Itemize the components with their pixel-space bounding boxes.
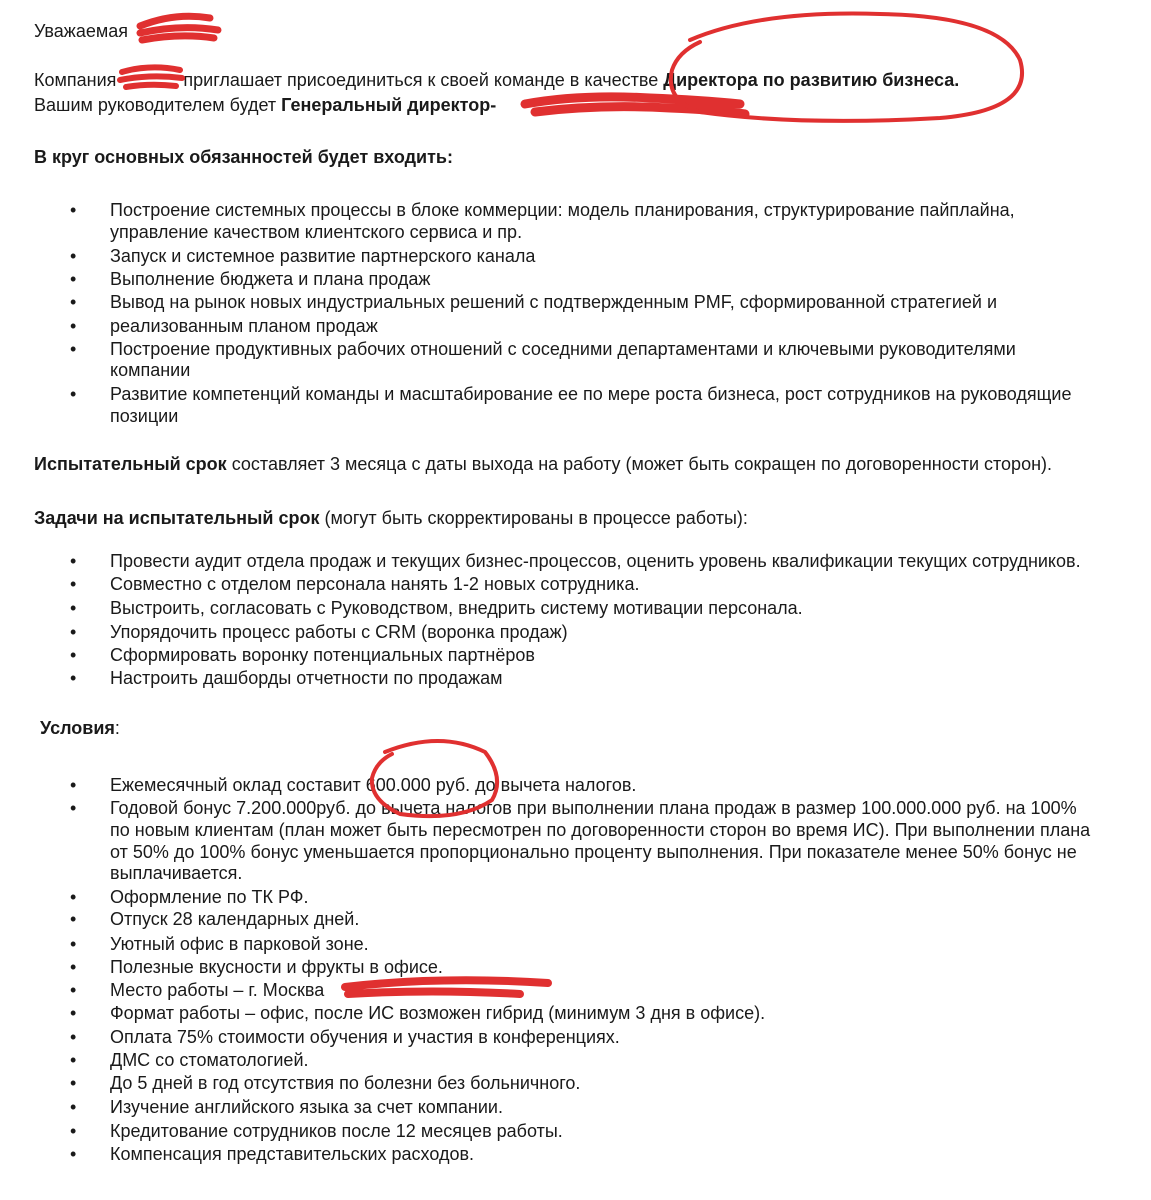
probation-text: составляет 3 месяца с даты выхода на работу (может быть сокращен по договоренности сторон).	[231, 454, 1053, 474]
duties-bullet-6: •	[70, 339, 77, 359]
condition-bullet-14: •	[70, 1144, 77, 1164]
condition-item: Оформление по ТК РФ.	[110, 887, 309, 907]
condition-item: Компенсация представительских расходов.	[110, 1144, 475, 1164]
condition-bullet-11: •	[70, 1073, 77, 1093]
duty-item: компании	[110, 360, 191, 380]
condition-bullet-6: •	[70, 957, 77, 977]
task-bullet-6: •	[70, 668, 77, 688]
greeting: Уважаемая	[34, 21, 128, 41]
condition-item: Ежемесячный оклад составит 600.000 руб. до вычета налогов.	[110, 775, 637, 795]
conditions-label: Условия	[40, 718, 115, 738]
condition-bullet-13: •	[70, 1121, 77, 1141]
task-bullet-5: •	[70, 645, 77, 665]
manager-title: Генеральный директор-	[281, 95, 497, 115]
redaction-scribble-greeting	[140, 16, 218, 40]
duties-bullet-5: •	[70, 316, 77, 336]
duties-bullet-2: •	[70, 246, 77, 266]
duty-item: Вывод на рынок новых индустриальных решений с подтвержденным PMF, сформированной стратегией и	[110, 292, 998, 312]
condition-item: выплачивается.	[110, 863, 243, 883]
condition-bullet-9: •	[70, 1027, 77, 1047]
duties-bullet-3: •	[70, 269, 77, 289]
task-item: Совместно с отделом персонала нанять 1-2 новых сотрудника.	[110, 574, 640, 594]
condition-item: Место работы – г. Москва	[110, 980, 325, 1000]
task-item: Выстроить, согласовать с Руководством, внедрить систему мотивации персонала.	[110, 598, 803, 618]
condition-bullet-1: •	[70, 775, 77, 795]
duties-heading: В круг основных обязанностей будет входить:	[34, 147, 453, 167]
redaction-scribble-company	[120, 67, 182, 87]
redaction-scribble-workplace	[345, 980, 548, 994]
task-bullet-4: •	[70, 622, 77, 642]
probation-tasks-label: Задачи на испытательный срок	[34, 508, 320, 528]
condition-item: Полезные вкусности и фрукты в офисе.	[110, 957, 443, 977]
duty-item: позиции	[110, 406, 179, 426]
conditions-colon: :	[114, 718, 120, 738]
duty-item: Запуск и системное развитие партнерского канала	[110, 246, 536, 266]
duty-item: Построение продуктивных рабочих отношений с соседними департаментами и ключевыми руководителями	[110, 339, 1016, 359]
condition-item: Формат работы – офис, после ИС возможен гибрид (минимум 3 дня в офисе).	[110, 1003, 766, 1023]
task-item: Провести аудит отдела продаж и текущих бизнес-процессов, оценить уровень квалификации текущих сотрудников.	[110, 551, 1081, 571]
condition-item: Годовой бонус 7.200.000руб. до вычета налогов при выполнении плана продаж в размер 100.000.000 руб. на 100%	[110, 798, 1077, 818]
invite-text: приглашает присоединиться к своей команде в качестве	[183, 70, 659, 90]
task-bullet-3: •	[70, 598, 77, 618]
probation-tasks-note: (могут быть скорректированы в процессе работы):	[324, 508, 748, 528]
task-item: Настроить дашборды отчетности по продажам	[110, 668, 503, 688]
condition-item: Кредитование сотрудников после 12 месяцев работы.	[110, 1121, 563, 1141]
condition-bullet-10: •	[70, 1050, 77, 1070]
condition-bullet-5: •	[70, 934, 77, 954]
task-item: Упорядочить процесс работы с CRM (воронка продаж)	[110, 622, 568, 642]
condition-item: Оплата 75% стоимости обучения и участия в конференциях.	[110, 1027, 620, 1047]
condition-item: от 50% до 100% бонус уменьшается пропорционально проценту выполнения. При показателе менее 50% бонус не	[110, 842, 1077, 862]
condition-item: До 5 дней в год отсутствия по болезни без больничного.	[110, 1073, 581, 1093]
redaction-scribble-manager	[525, 97, 745, 114]
condition-item: Уютный офис в парковой зоне.	[110, 934, 369, 954]
duty-item: Развитие компетенций команды и масштабирование ее по мере роста бизнеса, рост сотрудников на руководящие	[110, 384, 1072, 404]
duty-item: управление качеством клиентского сервиса и пр.	[110, 222, 523, 242]
company-word: Компания	[34, 70, 117, 90]
condition-bullet-7: •	[70, 980, 77, 1000]
condition-item: по новым клиентам (план может быть пересмотрен по договоренности сторон во время ИС). При выполнении плана	[110, 820, 1091, 840]
position-title: Директора по развитию бизнеса.	[663, 70, 960, 90]
condition-item: ДМС со стоматологией.	[110, 1050, 309, 1070]
task-bullet-2: •	[70, 574, 77, 594]
task-bullet-1: •	[70, 551, 77, 571]
condition-bullet-3: •	[70, 887, 77, 907]
condition-item: Изучение английского языка за счет компании.	[110, 1097, 503, 1117]
duties-bullet-7: •	[70, 384, 77, 404]
task-item: Сформировать воронку потенциальных партнёров	[110, 645, 535, 665]
duties-bullet-4: •	[70, 292, 77, 312]
duty-item: Построение системных процессы в блоке коммерции: модель планирования, структурирование пайплайна,	[110, 200, 1015, 220]
duty-item: Выполнение бюджета и плана продаж	[110, 269, 431, 289]
probation-label: Испытательный срок	[34, 454, 227, 474]
condition-item: Отпуск 28 календарных дней.	[110, 909, 360, 929]
highlight-circle-salary	[372, 741, 497, 816]
condition-bullet-4: •	[70, 909, 77, 929]
duties-bullet-1: •	[70, 200, 77, 220]
duty-item: реализованным планом продаж	[110, 316, 378, 336]
condition-bullet-12: •	[70, 1097, 77, 1117]
condition-bullet-8: •	[70, 1003, 77, 1023]
manager-prefix: Вашим руководителем будет	[34, 95, 277, 115]
condition-bullet-2: •	[70, 798, 77, 818]
